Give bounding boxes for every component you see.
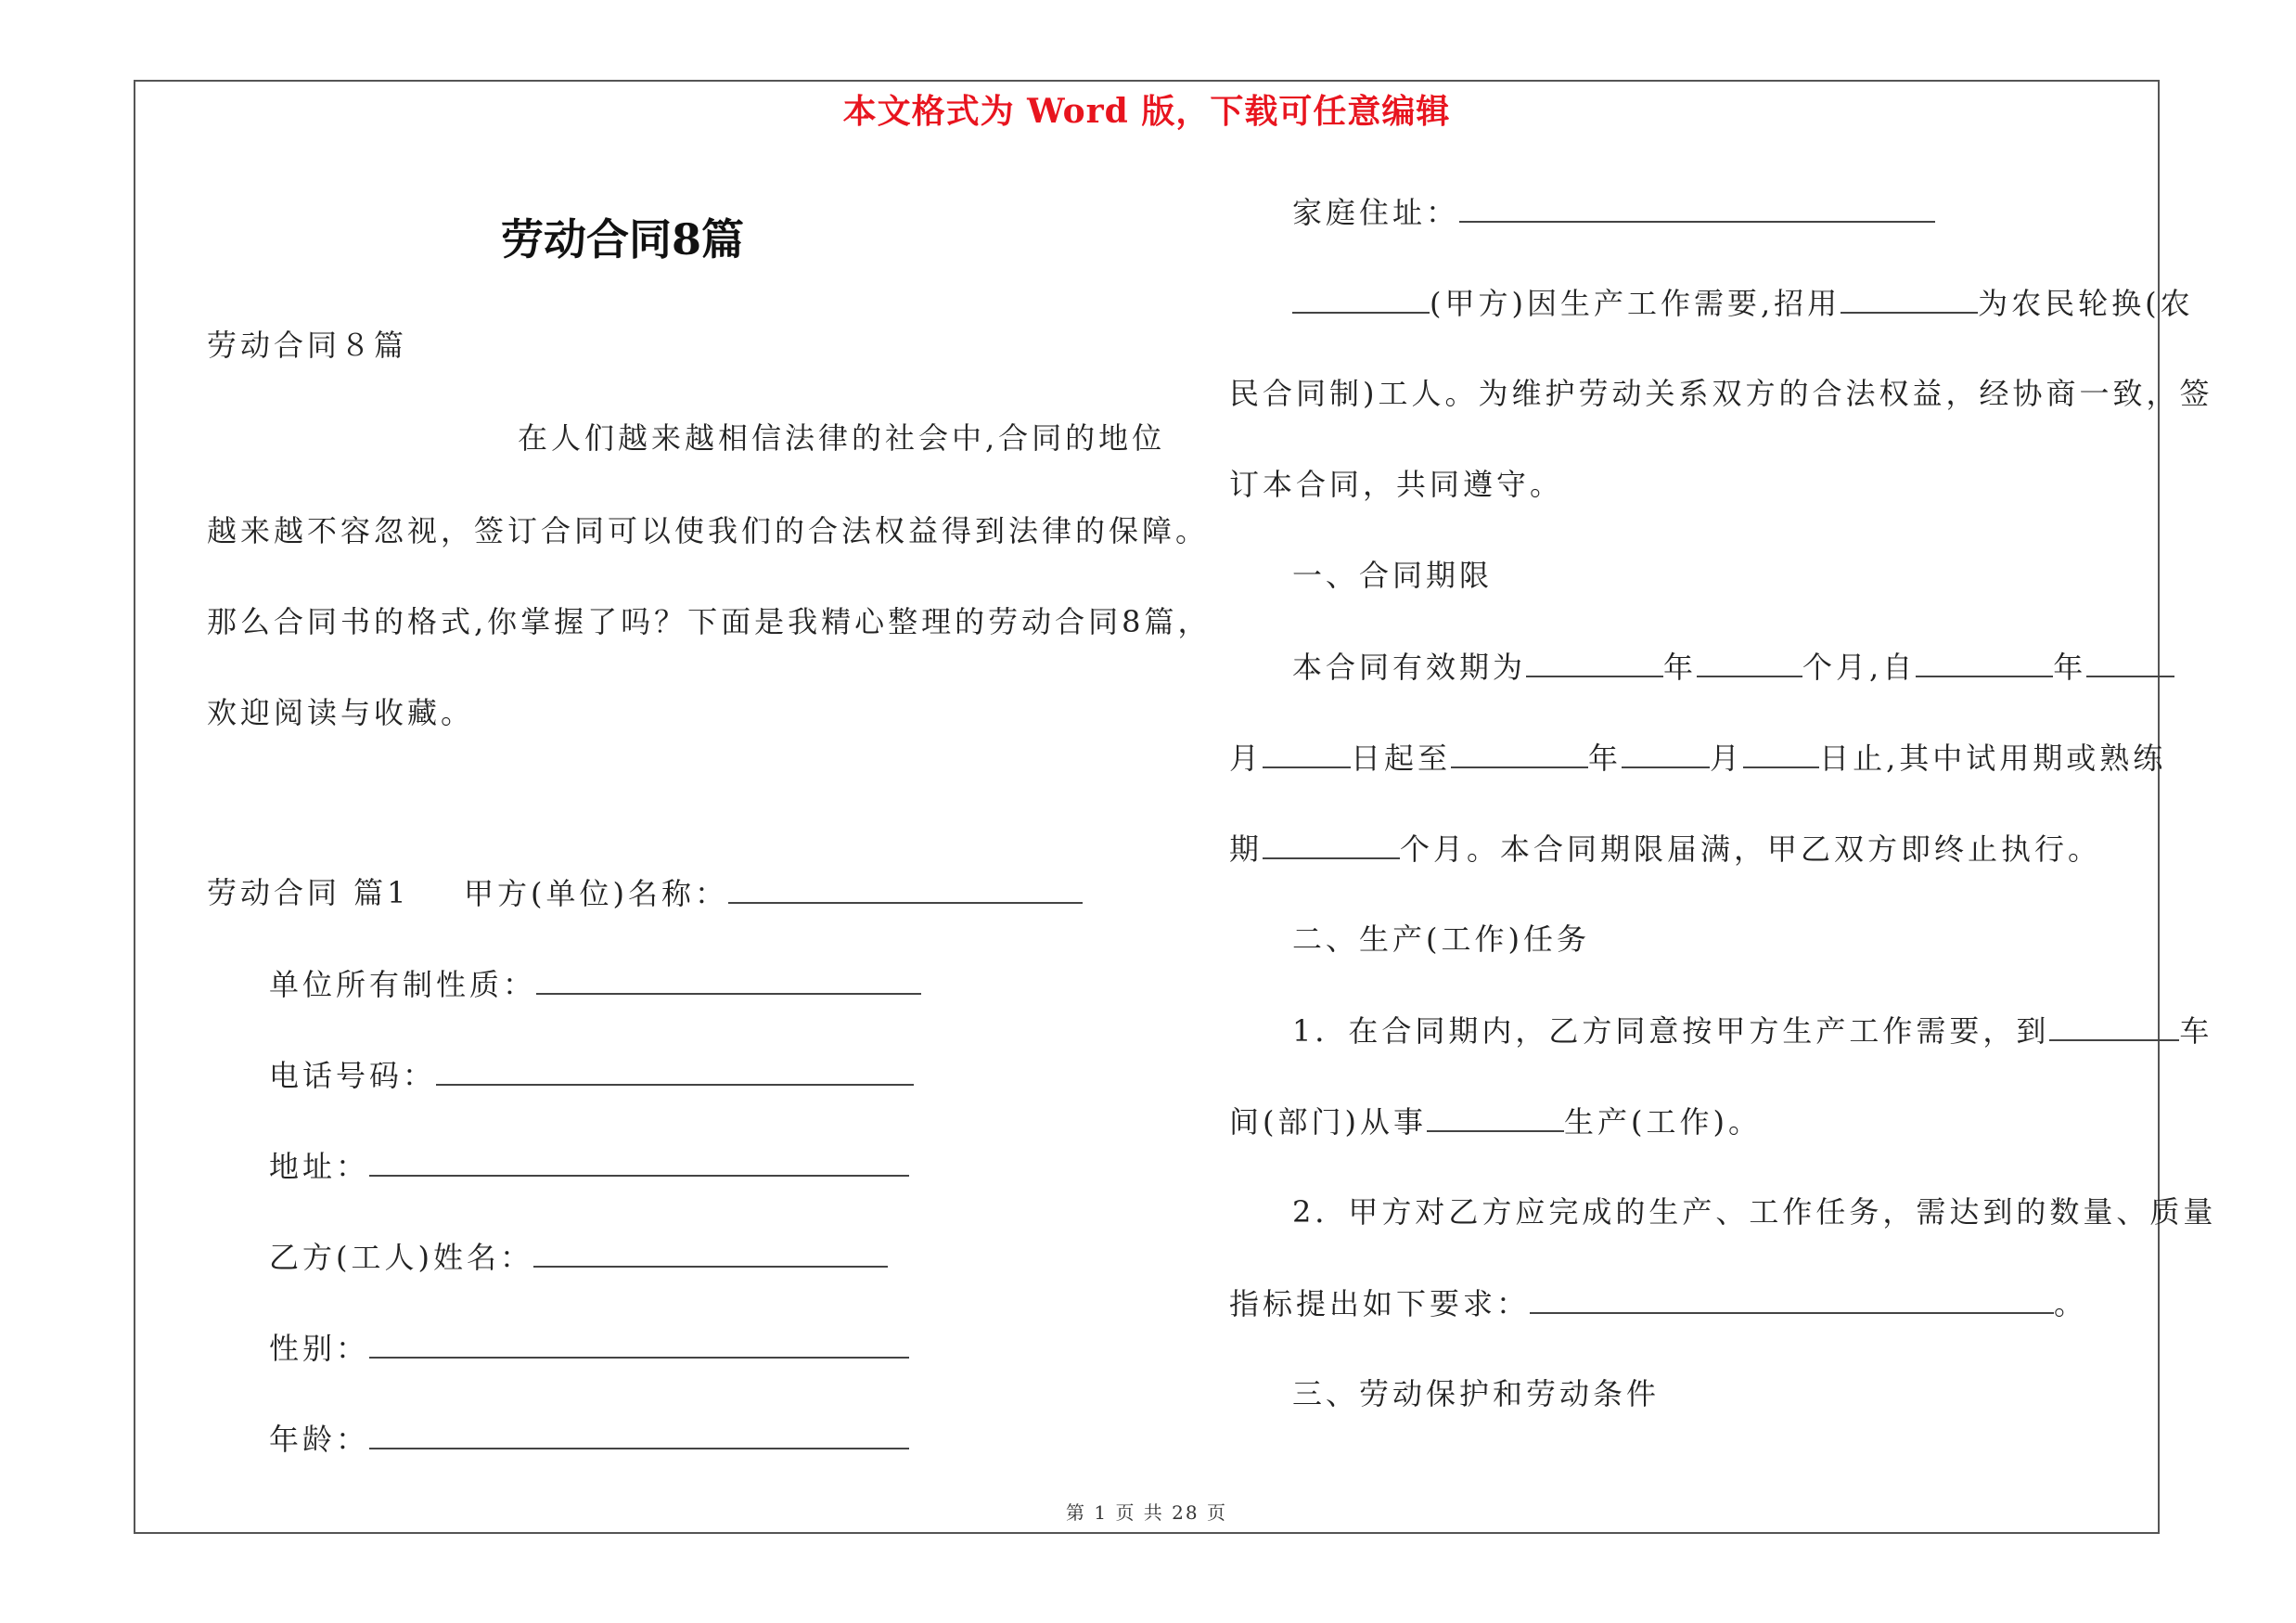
task2-text-c: 。 (2054, 1286, 2088, 1321)
task1-text-d: 生产(工作)。 (1563, 1104, 1762, 1140)
end-day-blank[interactable] (1743, 742, 1819, 768)
address-label: 地址： (269, 1149, 370, 1184)
probation-blank[interactable] (1263, 833, 1400, 859)
term-year-label: 年 (1663, 650, 1698, 685)
ownership-label: 单位所有制性质： (269, 967, 537, 1002)
home-address-row (1292, 195, 1935, 230)
party-b-name-row (269, 1240, 888, 1275)
intro-line-2: 越来越不容忽视，签订合同可以使我们的合法权益得到法律的保障。 (207, 513, 1210, 548)
heading-work-task: 二、生产(工作)任务 (1292, 921, 1590, 957)
term-months-end: 个月。本合同期限届满，甲乙双方即终止执行。 (1400, 831, 2102, 867)
home-address-label: 家庭住址： (1292, 195, 1460, 230)
term-day-stop: 日止,其中试用期或熟练 (1819, 741, 2167, 776)
section-label: 劳动合同 篇1 (207, 875, 410, 910)
document-title: 劳动合同8篇 (501, 214, 745, 264)
party-a-blank[interactable] (1292, 288, 1430, 314)
party-b-name-blank[interactable] (533, 1242, 888, 1268)
task2-text-b: 指标提出如下要求： (1229, 1286, 1531, 1321)
para1-text-b: 为农民轮换(农 (1978, 286, 2194, 321)
gender-row (269, 1331, 909, 1366)
subtitle: 劳动合同８篇 (207, 328, 408, 363)
start-day-blank[interactable] (1263, 742, 1351, 768)
para1-text-a: (甲方)因生产工作需要,招用 (1430, 286, 1841, 321)
task1-text-a: 1．在合同期内，乙方同意按甲方生产工作需要，到 (1292, 1013, 2050, 1049)
recruit-blank[interactable] (1841, 288, 1978, 314)
home-address-blank[interactable] (1459, 197, 1935, 223)
task1-line1 (1292, 1013, 2213, 1049)
start-month-label: 月 (1229, 741, 1263, 776)
term-day-from-to: 日起至 (1351, 741, 1452, 776)
address-blank[interactable] (369, 1151, 909, 1177)
job-blank[interactable] (1427, 1106, 1564, 1132)
heading-labor-protection: 三、劳动保护和劳动条件 (1292, 1376, 1661, 1411)
task1-line2 (1229, 1104, 1762, 1140)
task1-text-b: 车 (2179, 1013, 2213, 1049)
heading-contract-term: 一、合同期限 (1292, 558, 1494, 593)
task2-line1: 2．甲方对乙方应完成的生产、工作任务，需达到的数量、质量 (1292, 1194, 2217, 1230)
end-month-label: 月 (1710, 741, 1744, 776)
address-row (269, 1149, 909, 1184)
gender-label: 性别： (269, 1331, 370, 1366)
workshop-blank[interactable] (2049, 1015, 2179, 1041)
task2-line2 (1229, 1288, 2087, 1319)
party-a-name-blank[interactable] (728, 878, 1083, 904)
age-label: 年龄： (269, 1422, 370, 1457)
para1-line2: 民合同制)工人。为维护劳动关系双方的合法权益，经协商一致，签 (1229, 376, 2213, 411)
task1-text-c: 间(部门)从事 (1229, 1104, 1427, 1140)
age-row (269, 1422, 909, 1457)
term-years-blank[interactable] (1526, 651, 1663, 677)
end-year-blank[interactable] (1451, 742, 1588, 768)
term-line1 (1292, 650, 2174, 685)
phone-row (269, 1058, 914, 1093)
party-a-name-label: 甲方(单位)名称： (464, 876, 728, 911)
format-banner: 本文格式为 Word 版，下载可任意编辑 (842, 92, 1451, 131)
ownership-blank[interactable] (536, 969, 921, 995)
start-year-blank[interactable] (1916, 651, 2053, 677)
para1-line1 (1292, 286, 2194, 321)
requirements-blank[interactable] (1530, 1288, 2054, 1314)
term-line2 (1229, 741, 2167, 776)
para1-line3: 订本合同，共同遵守。 (1229, 467, 1564, 502)
intro-line-4: 欢迎阅读与收藏。 (207, 695, 475, 730)
end-month-blank[interactable] (1622, 742, 1710, 768)
age-blank[interactable] (369, 1423, 909, 1449)
ownership-row (269, 967, 921, 1002)
party-b-name-label: 乙方(工人)姓名： (269, 1240, 533, 1275)
gender-blank[interactable] (369, 1333, 909, 1359)
phone-label: 电话号码： (269, 1058, 437, 1093)
intro-line-1: 在人们越来越相信法律的社会中,合同的地位 (518, 420, 1166, 456)
term-months-from: 个月,自 (1802, 650, 1917, 685)
end-year-label: 年 (1588, 741, 1623, 776)
term-months-blank[interactable] (1697, 651, 1802, 677)
term-period-label: 期 (1229, 831, 1263, 867)
term-line3 (1229, 831, 2102, 867)
start-month-blank[interactable] (2086, 651, 2174, 677)
start-year-label: 年 (2053, 650, 2087, 685)
intro-line-3: 那么合同书的格式,你掌握了吗？下面是我精心整理的劳动合同8篇， (207, 604, 1212, 639)
party-a-name-row (464, 876, 1083, 911)
phone-blank[interactable] (436, 1060, 914, 1086)
page-footer: 第 1 页 共 28 页 (1066, 1501, 1227, 1524)
term-text-a: 本合同有效期为 (1292, 650, 1527, 685)
